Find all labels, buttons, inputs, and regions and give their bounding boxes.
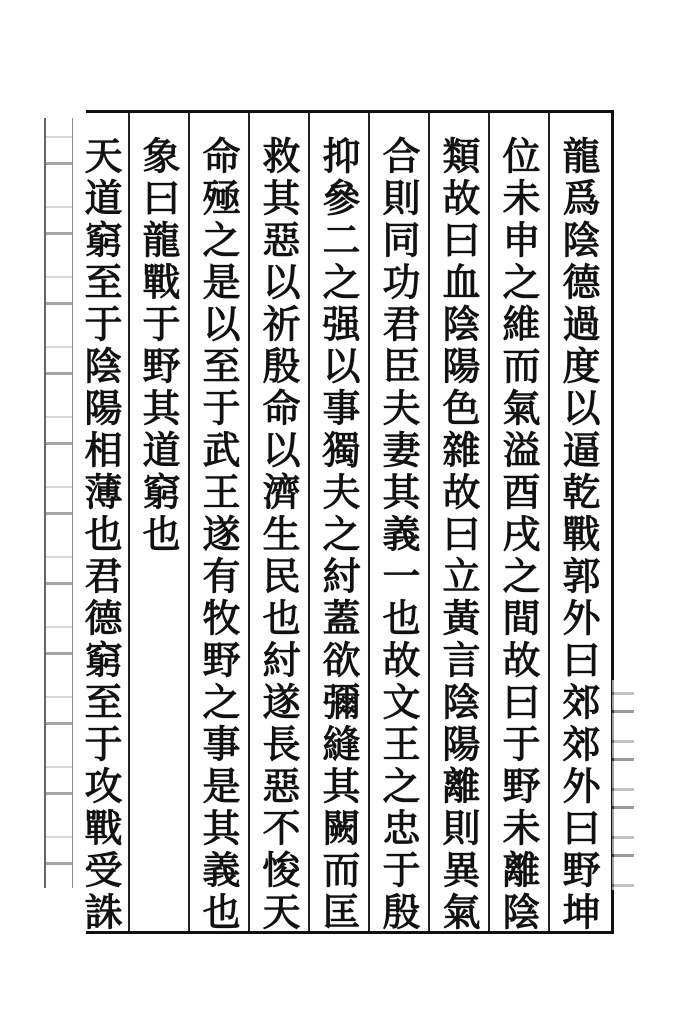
text-column: 天道窮至于陰陽相薄也君德窮至于攻戰受誅	[78, 136, 123, 934]
text-column: 救其惡以祈殷命以濟生民也紂遂長惡不悛天	[256, 136, 301, 934]
column-rule	[308, 113, 310, 931]
text-column: 合則同功君臣夫妻其義一也故文王之忠于殷	[376, 136, 421, 934]
text-column: 龍爲陰德過度以逼乾戰郭外曰郊郊外曰野坤	[556, 136, 601, 934]
column-rule	[128, 113, 130, 931]
column-rule	[488, 113, 490, 931]
column-rule	[188, 113, 190, 931]
left-edge-strip	[44, 118, 73, 888]
text-column: 類故曰血陰陽色雜故曰立黃言陰陽離則異氣	[436, 136, 481, 934]
text-column: 抑參二之强以事獨夫之紂蓋欲彌縫其闕而匡	[316, 136, 361, 934]
text-column: 象曰龍戰于野其道窮也	[136, 136, 181, 556]
right-edge-strip	[612, 680, 634, 890]
column-rule	[368, 113, 370, 931]
text-column: 位未申之維而氣溢酉戌之間故曰于野未離陰	[496, 136, 541, 934]
column-rule	[428, 113, 430, 931]
column-rule	[248, 113, 250, 931]
text-column: 命殛之是以至于武王遂有牧野之事是其義也	[196, 136, 241, 934]
column-rule	[548, 113, 550, 931]
